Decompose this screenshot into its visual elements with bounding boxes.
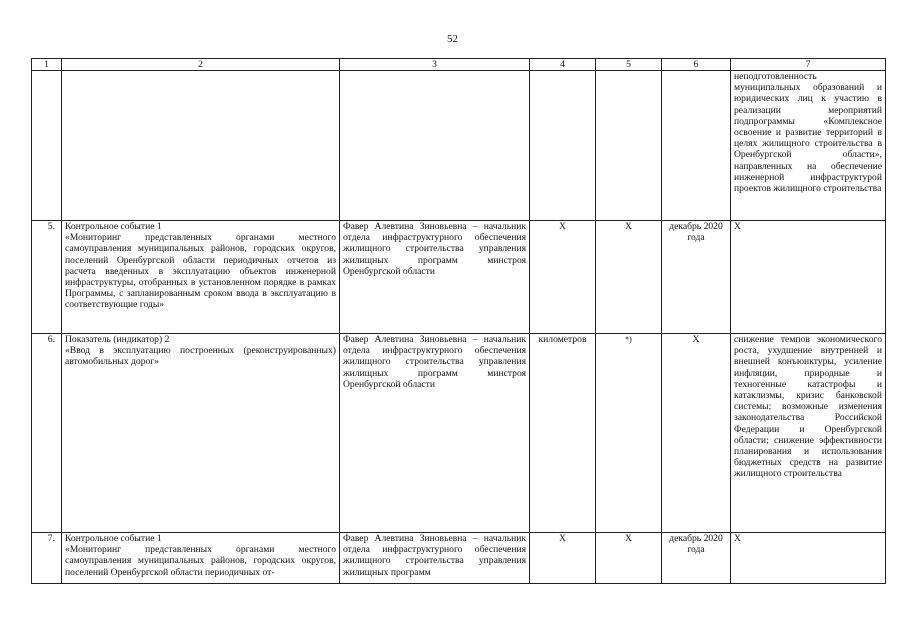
header-row xyxy=(32,59,886,71)
deadline-cell: декабрь 2020 года xyxy=(662,221,731,334)
risk-cell: неподготовленность муниципальных образований и юридических лиц к участию в реализации мероприятий подпрограммы «Комплексное освоение и развитие территорий в целях жилищного строительства в Оренбургской области», направленных на обеспечение инженерной инфраструктурой проектов жилищного строительства xyxy=(731,71,886,221)
unit-cell: километров xyxy=(530,334,596,533)
event-description: «Мониторинг представленных органами местного самоуправления муниципальных районов, городских округов, поселений Оренбургской области периодичных от- xyxy=(65,544,336,578)
col-header-7: 7 xyxy=(731,59,886,71)
footnote-mark: *) xyxy=(625,335,632,344)
event-title: Контрольное событие 1 xyxy=(65,221,162,232)
row-number: 6. xyxy=(32,334,62,533)
event-cell xyxy=(62,533,340,584)
table-row-continued xyxy=(32,71,886,221)
risk-cell: Х xyxy=(731,533,886,584)
event-title: Контрольное событие 1 xyxy=(65,533,162,544)
col-header-1: 1 xyxy=(32,59,62,71)
indicator-cell xyxy=(62,334,340,533)
plan-table xyxy=(31,58,886,584)
deadline-cell: Х xyxy=(662,334,731,533)
risk-cell: снижение темпов экономического роста, ухудшение внутренней и внешней конъюнктуры, усиление инфляции, природные и техногенные катастрофы и катаклизмы, кризис банковской системы; возможные изменения законодательства Российской Федерации и Оренбургской области; снижение эффективности планирования и использования бюджетных средств на развитие жилищного строительства xyxy=(731,334,886,533)
col-header-6: 6 xyxy=(662,59,731,71)
responsible-cell: Фавер Алевтина Зиновьевна – начальник отдела инфраструктурного обеспечения жилищного строительства управления жилищных программ минстроя Оренбургской области xyxy=(340,334,530,533)
col-header-2: 2 xyxy=(62,59,340,71)
col-header-3: 3 xyxy=(340,59,530,71)
responsible-text: Фавер Алевтина Зиновьевна – начальник отдела инфраструктурного обеспечения жилищного строительства управления жилищных программ xyxy=(343,533,526,578)
table-row xyxy=(32,221,886,334)
page-number: 52 xyxy=(447,33,458,45)
event-description: «Мониторинг представленных органами местного самоуправления муниципальных районов, городских округов, поселений Оренбургской области периодичных отчетов из расчета введенных в эксплуатацию объектов инженерной инфраструктуры, отобранных в установленном порядке в рамках Программы, с запланированным сроком ввода в эксплуатацию в соответствующие годы» xyxy=(65,232,336,311)
table-row xyxy=(32,334,886,533)
responsible-cell: Фавер Алевтина Зиновьевна – начальник отдела инфраструктурного обеспечения жилищного строительства управления жилищных программ минстроя Оренбургской области xyxy=(340,221,530,334)
value-cell: Х xyxy=(596,221,662,334)
responsible-cell xyxy=(340,533,530,584)
col-header-5: 5 xyxy=(596,59,662,71)
value-cell xyxy=(596,334,662,533)
indicator-title: Показатель (индикатор) 2 xyxy=(65,334,170,345)
indicator-description: «Ввод в эксплуатацию построенных (реконструированных) автомобильных дорог» xyxy=(65,345,336,368)
risk-cell: Х xyxy=(731,221,886,334)
deadline-cell: декабрь 2020 года xyxy=(662,533,731,584)
row-number: 7. xyxy=(32,533,62,584)
value-cell: Х xyxy=(596,533,662,584)
unit-cell: Х xyxy=(530,221,596,334)
event-cell xyxy=(62,221,340,334)
unit-cell: Х xyxy=(530,533,596,584)
table-row xyxy=(32,533,886,584)
col-header-4: 4 xyxy=(530,59,596,71)
row-number: 5. xyxy=(32,221,62,334)
